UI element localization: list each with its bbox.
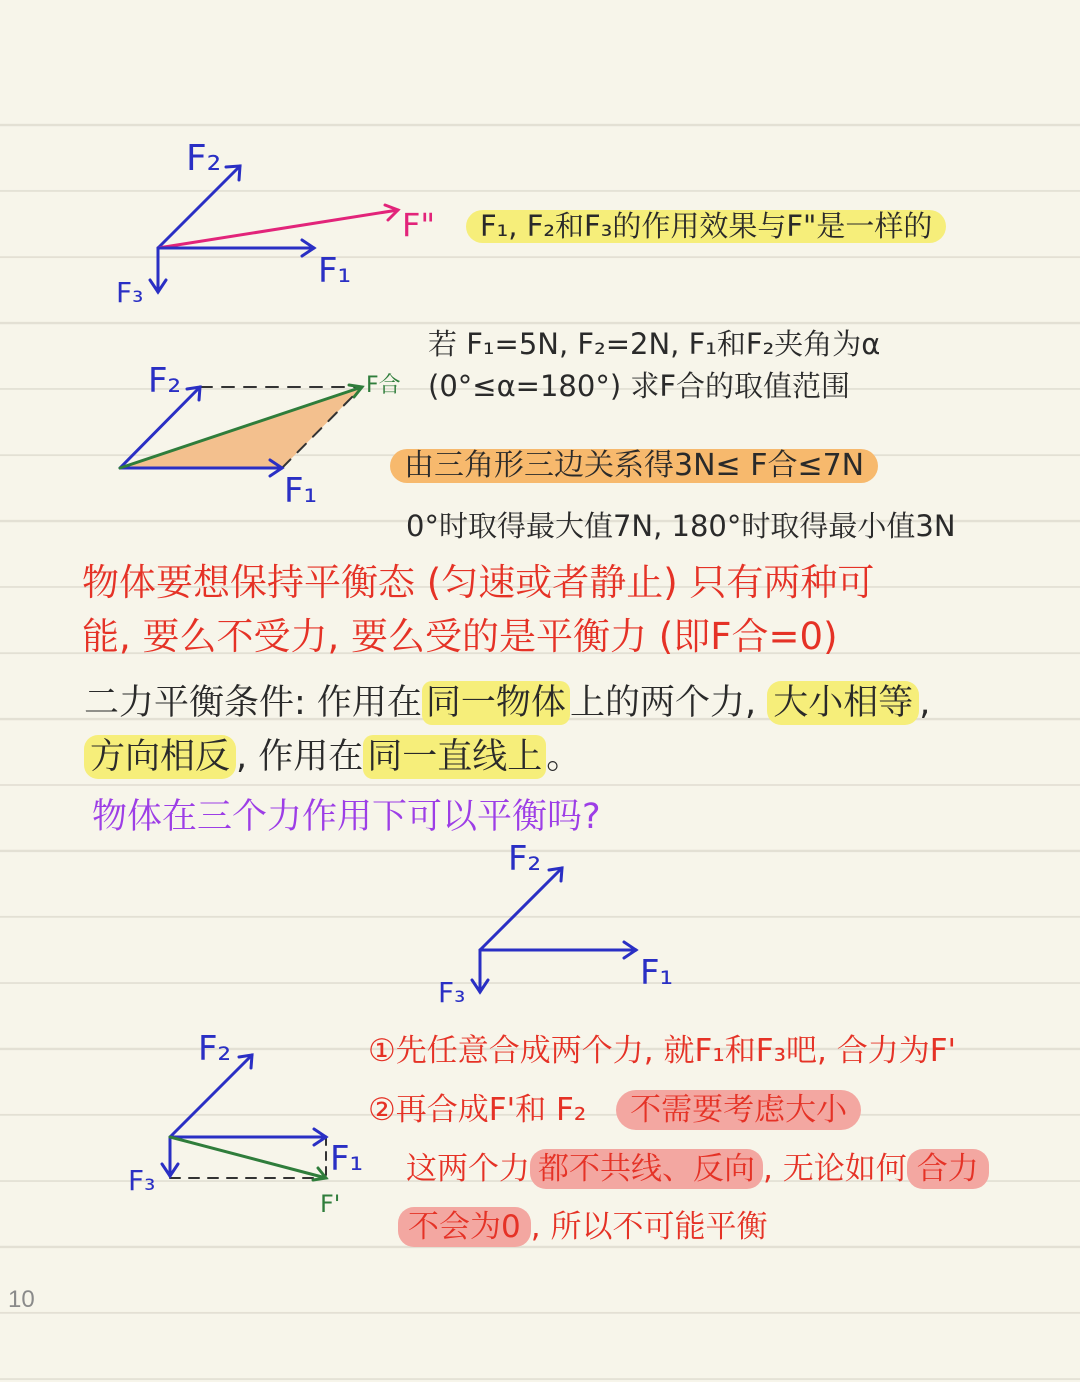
label-f-he: F合 <box>366 373 401 398</box>
answer-triangle-relation: 由三角形三边关系得3N≤ F合≤7N <box>390 449 878 483</box>
step-4-text: , 所以不可能平衡 <box>530 1209 768 1245</box>
highlight-resultant: 合力 <box>907 1149 989 1189</box>
step-1: ①先任意合成两个力, 就F₁和F₃吧, 合力为F' <box>368 1033 957 1069</box>
label-f2: F₂ <box>508 839 542 879</box>
balance-statement-line-2: 能, 要么不受力, 要么受的是平衡力 (即F合=0) <box>82 615 838 658</box>
highlight-equal-magnitude: 大小相等 <box>767 681 919 725</box>
label-f1: F₁ <box>284 471 318 511</box>
balance-statement-line-1: 物体要想保持平衡态 (匀速或者静止) 只有两种可 <box>82 561 875 604</box>
page-number: 10 <box>8 1286 35 1313</box>
step-3-text: , 无论如何 <box>763 1151 907 1187</box>
highlight-same-line: 同一直线上 <box>363 735 546 779</box>
step-2-text: ②再合成F'和 F₂ <box>368 1092 587 1128</box>
step-2-note: 不需要考虑大小 <box>616 1090 861 1130</box>
diagram-3 <box>472 868 636 992</box>
highlight-opposite-direction: 方向相反 <box>84 735 236 779</box>
label-f2: F₂ <box>148 361 182 401</box>
vector-f-prime <box>170 1137 326 1178</box>
diagram-4 <box>162 1055 326 1180</box>
label-f-double-prime: F" <box>402 206 436 244</box>
label-f3: F₃ <box>128 1164 156 1197</box>
question-line-1: 若 F₁=5N, F₂=2N, F₁和F₂夹角为α <box>428 327 881 361</box>
three-force-question: 物体在三个力作用下可以平衡吗? <box>92 797 601 837</box>
condition-text: , <box>919 683 931 723</box>
label-f2: F₂ <box>198 1029 232 1069</box>
two-force-condition-line-2 <box>84 737 582 777</box>
label-f3: F₃ <box>438 976 466 1009</box>
step-3 <box>406 1151 989 1187</box>
label-f3: F₃ <box>116 276 144 309</box>
question-line-2: (0°≤α=180°) 求F合的取值范围 <box>428 369 851 403</box>
condition-text: 上的两个力, <box>569 683 768 723</box>
label-f-prime: F' <box>320 1190 341 1218</box>
condition-text: 。 <box>546 737 582 777</box>
step-2 <box>368 1092 861 1128</box>
step-3-text: 这两个力 <box>406 1151 530 1187</box>
vector-f-double-prime <box>158 210 398 248</box>
label-f1: F₁ <box>318 251 352 291</box>
two-force-condition-line-1 <box>84 683 931 723</box>
condition-text: 二力平衡条件: 作用在 <box>84 683 422 723</box>
label-f1: F₁ <box>640 953 674 993</box>
label-f2: F₂ <box>186 138 222 179</box>
vector-f2 <box>480 868 562 950</box>
label-f1: F₁ <box>330 1139 364 1179</box>
note-same-effect: F₁, F₂和F₃的作用效果与F"是一样的 <box>466 210 946 243</box>
condition-text: , 作用在 <box>236 737 364 777</box>
highlight-same-object: 同一物体 <box>422 681 570 725</box>
step-4 <box>398 1209 768 1245</box>
answer-detail: 0°时取得最大值7N, 180°时取得最小值3N <box>406 509 956 543</box>
highlight-not-collinear: 都不共线、反向 <box>530 1149 763 1189</box>
highlight-not-zero: 不会为0 <box>398 1207 531 1247</box>
diagram-1 <box>150 166 398 292</box>
